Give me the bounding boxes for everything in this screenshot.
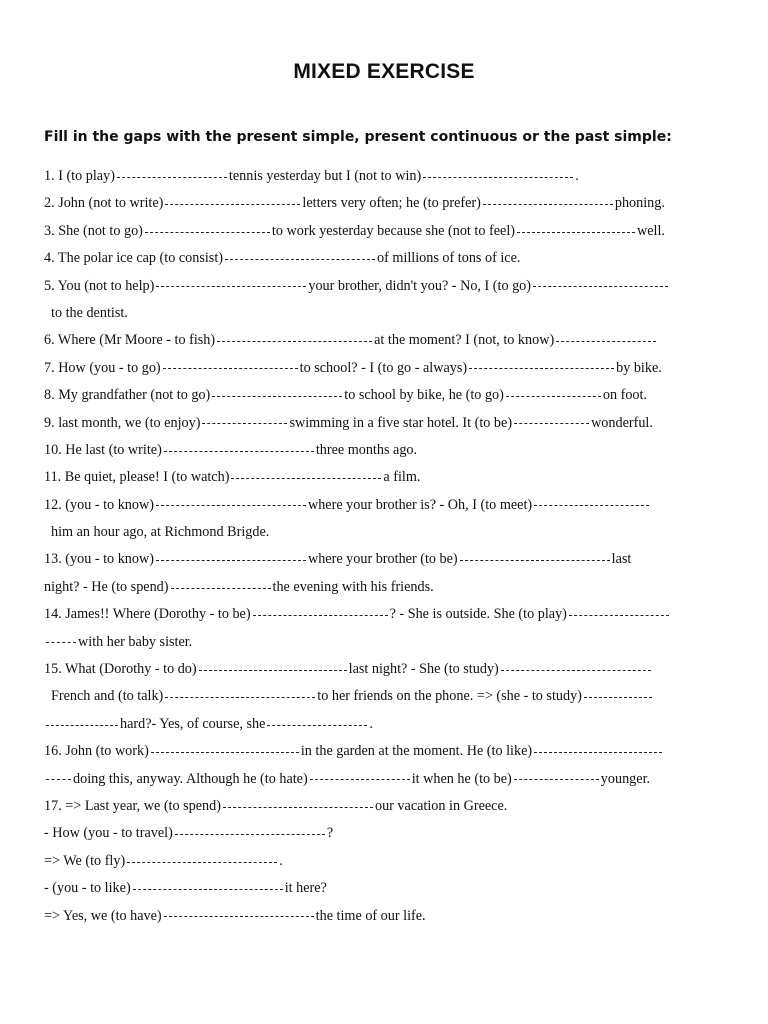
exercise-text: the time of our life. (315, 907, 426, 924)
exercise-text: 5. You (not to help) (44, 277, 155, 294)
exercise-text: doing this, anyway. Although he (to hate) (73, 770, 308, 787)
exercise-text: ? (326, 825, 334, 842)
exercise-text: . (575, 168, 579, 184)
exercise-line (44, 574, 734, 601)
exercise-line (44, 355, 734, 382)
exercise-text: him an hour ago, at Richmond Brigde. (51, 524, 270, 541)
exercise-text: hard?- Yes, of course, she (120, 715, 266, 732)
exercise-text: 13. (you - to know) (44, 551, 154, 568)
answer-gap[interactable] (151, 747, 299, 753)
exercise-line (44, 793, 734, 820)
exercise-text: - How (you - to travel) (44, 825, 173, 842)
exercise-text: 1. I (to play) (44, 168, 115, 184)
exercise-text: 8. My grandfather (not to go) (44, 387, 211, 404)
exercise-line (44, 601, 734, 628)
exercise-text: 16. John (to work) (44, 743, 149, 760)
answer-gap[interactable] (501, 665, 651, 671)
answer-gap[interactable] (514, 418, 589, 424)
exercise-line (44, 327, 734, 354)
answer-gap[interactable] (223, 802, 373, 808)
answer-gap[interactable] (163, 363, 298, 369)
answer-gap[interactable] (164, 911, 314, 917)
exercise-text: at the moment? I (not, to know) (374, 332, 555, 349)
answer-gap[interactable] (199, 665, 347, 671)
exercise-text: 3. She (not to go) (44, 222, 143, 239)
exercise-text: tennis yesterday but I (not to win) (228, 168, 422, 184)
answer-gap[interactable] (423, 172, 573, 178)
exercise-text: => We (to fly) (44, 852, 126, 869)
exercise-line (44, 245, 734, 272)
exercise-text: to the dentist. (51, 304, 128, 321)
exercise-text: letters very often; he (to prefer) (302, 195, 481, 212)
exercise-text: 15. What (Dorothy - to do) (44, 661, 197, 678)
exercise-text: your brother, didn't you? - No, I (to go) (308, 277, 531, 294)
answer-gap[interactable] (253, 610, 388, 616)
exercise-text: => Yes, we (to have) (44, 907, 162, 924)
exercise-line (44, 903, 734, 930)
exercise-text: 7. How (you - to go) (44, 359, 161, 376)
exercise-text: to school? - I (to go - always) (299, 359, 468, 376)
exercise-text: it here? (284, 880, 327, 897)
exercise-line (44, 711, 734, 738)
answer-gap[interactable] (534, 500, 649, 506)
exercise-text: wonderful. (591, 414, 653, 431)
exercise-text: well. (637, 222, 665, 239)
exercise-lines (44, 163, 734, 930)
exercise-text: 14. James!! Where (Dorothy - to be) (44, 606, 251, 623)
instruction-text: Fill in the gaps with the present simple, present continuous or the past simple: (44, 129, 672, 145)
exercise-line (44, 546, 734, 573)
answer-gap[interactable] (127, 857, 277, 863)
answer-gap[interactable] (164, 446, 314, 452)
exercise-line (44, 738, 734, 765)
exercise-text: 11. Be quiet, please! I (to watch) (44, 469, 230, 486)
answer-gap[interactable] (517, 227, 635, 233)
answer-gap[interactable] (506, 391, 601, 397)
answer-gap[interactable] (46, 774, 71, 780)
answer-gap[interactable] (175, 829, 325, 835)
exercise-text: 6. Where (Mr Moore - to fish) (44, 332, 216, 349)
exercise-line (44, 382, 734, 409)
exercise-line (44, 875, 734, 902)
answer-gap[interactable] (469, 363, 614, 369)
exercise-text: ? - She is outside. She (to play) (389, 606, 567, 623)
exercise-line (44, 464, 734, 491)
exercise-text: a film. (383, 469, 421, 486)
answer-gap[interactable] (533, 281, 668, 287)
exercise-text: by bike. (616, 359, 662, 376)
exercise-line (44, 163, 734, 190)
exercise-line (44, 492, 734, 519)
answer-gap[interactable] (460, 555, 610, 561)
page-title: MIXED EXERCISE (293, 60, 475, 83)
exercise-text: where your brother (to be) (307, 551, 458, 568)
answer-gap[interactable] (165, 692, 315, 698)
answer-gap[interactable] (46, 637, 76, 643)
exercise-text: where your brother is? - Oh, I (to meet) (307, 496, 533, 513)
exercise-line (44, 300, 734, 327)
exercise-text: in the garden at the moment. He (to like) (300, 743, 533, 760)
exercise-text: to her friends on the phone. => (she - to study) (317, 688, 582, 705)
answer-gap[interactable] (156, 281, 306, 287)
exercise-text: 4. The polar ice cap (to consist) (44, 250, 223, 267)
answer-gap[interactable] (156, 500, 306, 506)
exercise-text: last night? - She (to study) (348, 661, 499, 678)
answer-gap[interactable] (117, 172, 227, 178)
answer-gap[interactable] (133, 884, 283, 890)
exercise-line (44, 766, 734, 793)
exercise-text: - (you - to like) (44, 880, 131, 897)
exercise-line (44, 218, 734, 245)
exercise-text: our vacation in Greece. (374, 797, 508, 814)
exercise-text: last (611, 551, 632, 568)
answer-gap[interactable] (156, 555, 306, 561)
answer-gap[interactable] (171, 583, 271, 589)
exercise-text: 9. last month, we (to enjoy) (44, 414, 201, 431)
exercise-text: with her baby sister. (78, 633, 193, 650)
answer-gap[interactable] (267, 720, 367, 726)
exercise-line (44, 519, 734, 546)
exercise-text: to work yesterday because she (not to feel) (271, 222, 515, 239)
exercise-line (44, 820, 734, 847)
answer-gap[interactable] (584, 692, 652, 698)
answer-gap[interactable] (225, 254, 375, 260)
answer-gap[interactable] (165, 199, 300, 205)
exercise-text: swimming in a five star hotel. It (to be) (289, 414, 513, 431)
exercise-text: three months ago. (315, 441, 418, 458)
answer-gap[interactable] (556, 336, 656, 342)
answer-gap[interactable] (212, 391, 342, 397)
exercise-text: younger. (600, 770, 651, 787)
exercise-line (44, 656, 734, 683)
exercise-text: night? - He (to spend) (44, 578, 169, 595)
exercise-text: . (369, 715, 373, 732)
exercise-line (44, 190, 734, 217)
answer-gap[interactable] (514, 774, 599, 780)
exercise-text: phoning. (614, 195, 665, 212)
answer-gap[interactable] (534, 747, 662, 753)
exercise-line (44, 273, 734, 300)
exercise-text: . (279, 852, 283, 869)
exercise-text: of millions of tons of ice. (377, 250, 521, 267)
exercise-text: 2. John (not to write) (44, 195, 164, 212)
exercise-line (44, 437, 734, 464)
exercise-line (44, 848, 734, 875)
exercise-text: 12. (you - to know) (44, 496, 154, 513)
exercise-text: 10. He last (to write) (44, 441, 162, 458)
exercise-line (44, 410, 734, 437)
answer-gap[interactable] (310, 774, 410, 780)
exercise-text: it when he (to be) (411, 770, 512, 787)
answer-gap[interactable] (145, 227, 270, 233)
exercise-line (44, 683, 734, 710)
exercise-text: to school by bike, he (to go) (344, 387, 504, 404)
exercise-text: French and (to talk) (51, 688, 164, 705)
answer-gap[interactable] (202, 418, 287, 424)
exercise-text: on foot. (602, 387, 648, 404)
answer-gap[interactable] (231, 473, 381, 479)
answer-gap[interactable] (483, 199, 613, 205)
exercise-line (44, 629, 734, 656)
answer-gap[interactable] (46, 720, 118, 726)
exercise-text: the evening with his friends. (272, 578, 434, 595)
answer-gap[interactable] (217, 336, 372, 342)
exercise-text: 17. => Last year, we (to spend) (44, 797, 221, 814)
answer-gap[interactable] (569, 610, 669, 616)
